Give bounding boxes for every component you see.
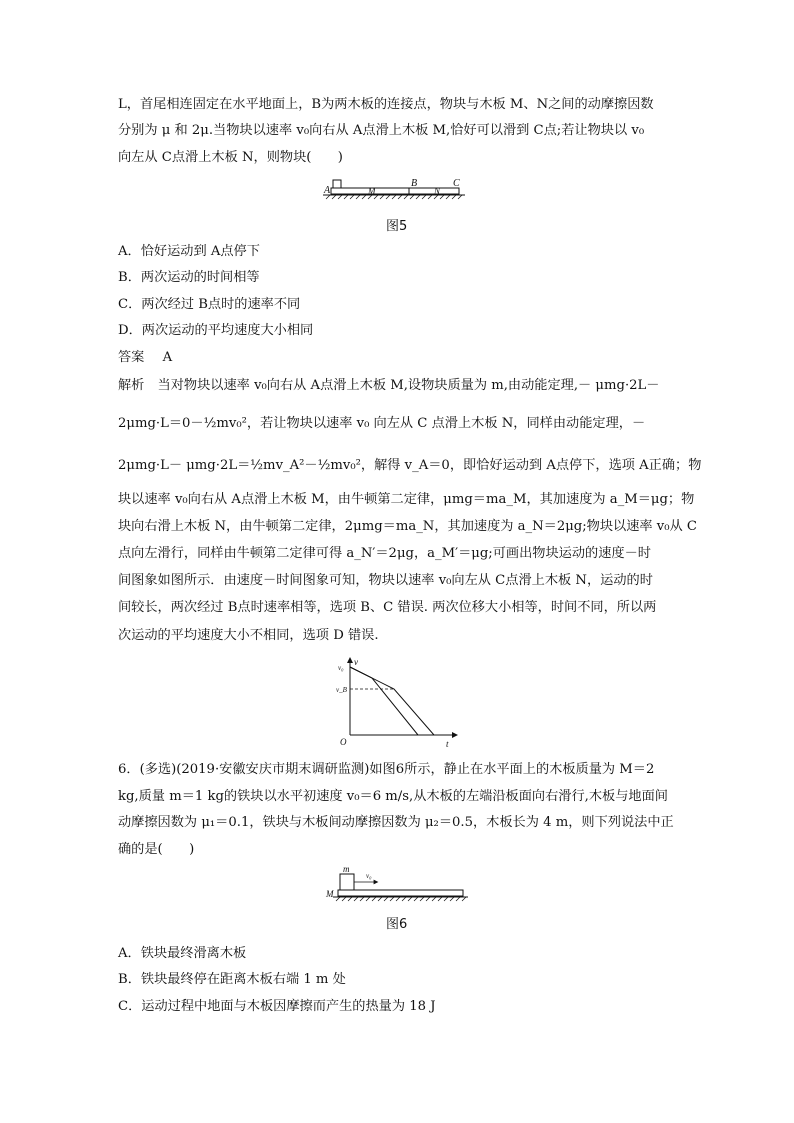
curve-from-c — [350, 667, 418, 735]
p5-analysis-line1: 解析 当对物块以速率 v₀向右从 A点滑上木板 M,设物块质量为 m,由动能定理,－ μmg·2L－ — [118, 378, 660, 393]
label-M-big: M — [326, 889, 334, 899]
label-v0: v₀ — [338, 664, 344, 672]
figure-6-caption: 图6 — [386, 917, 408, 932]
figure-5-caption: 图5 — [386, 219, 408, 234]
p5-analysis-line3: 2μmg·L－ μmg·2L＝½mv_A²－½mv₀²，解得 v_A＝0，即恰好运动到 A点停下，选项 A正确；物 — [118, 458, 702, 473]
label-v: v — [354, 657, 358, 667]
p5-answer — [118, 348, 680, 367]
p5-analysis-line4: 块以速率 v₀向右从 A点滑上木板 M，由牛顿第二定律，μmg＝ma_M，其加速度为 a_M＝μg；物 — [118, 492, 695, 507]
vt-graph — [330, 655, 460, 750]
p6-option-b: B．铁块最终停在距离木板右端 1 m 处 — [118, 972, 346, 987]
p5-option-b: B．两次运动的时间相等 — [118, 270, 260, 285]
curve-from-a — [350, 667, 434, 735]
label-vb: v_B — [336, 686, 347, 694]
iron-block — [340, 874, 354, 890]
p5-analysis-line6: 点向左滑行，同样由牛顿第二定律可得 a_N′＝2μg，a_M′＝μg;可画出物块运动的速度－时 — [118, 546, 651, 561]
label-t: t — [446, 739, 449, 749]
label-v0-6: v₀ — [366, 872, 372, 880]
p5-analysis-line8: 间较长，两次经过 B点时速率相等，选项 B、C 错误. 两次位移大小相等，时间不同，所以两 — [118, 600, 657, 615]
p6-line3: 动摩擦因数为 μ₁＝0.1，铁块与木板间动摩擦因数为 μ₂＝0.5，木板长为 4 m，则下列说法中正 — [118, 815, 674, 830]
label-o: O — [340, 737, 347, 747]
answer-value: A — [162, 350, 173, 365]
p6-line4: 确的是( ) — [118, 842, 195, 857]
wood-board — [338, 890, 463, 896]
p6-option-c: C．运动过程中地面与木板因摩擦而产生的热量为 18 J — [118, 999, 436, 1014]
p5-analysis-line5: 块向右滑上木板 N，由牛顿第二定律，2μmg＝ma_N，其加速度为 a_N＝2μg;物块以速率 v₀从 C — [118, 519, 698, 534]
p5-intro-line1: L，首尾相连固定在水平地面上，B为两木板的连接点，物块与木板 M、N之间的动摩擦因数 — [118, 97, 654, 112]
label-a: A — [324, 185, 331, 196]
p5-intro-line2: 分别为 μ 和 2μ.当物块以速率 v₀向右从 A点滑上木板 M,恰好可以滑到 C点;若让物块以 v₀ — [118, 123, 645, 138]
p5-option-c: C．两次经过 B点时的速率不同 — [118, 297, 301, 312]
p5-analysis-line9: 次运动的平均速度大小不相同，选项 D 错误. — [118, 628, 379, 643]
p5-intro-line3: 向左从 C点滑上木板 N，则物块( ) — [118, 150, 343, 165]
answer-label: 答案 — [118, 350, 145, 365]
p6-line1: 6．(多选)(2019·安徽安庆市期末调研监测)如图6所示，静止在水平面上的木板质量为 M＝2 — [118, 762, 655, 777]
figure-6-board — [318, 866, 470, 906]
p5-option-d: D．两次运动的平均速度大小相同 — [118, 323, 314, 338]
ground-hatch-6 — [336, 897, 466, 901]
label-m-small: m — [343, 866, 350, 874]
p6-line2: kg,质量 m＝1 kg的铁块以水平初速度 v₀＝6 m/s,从木板的左端沿板面向右滑行,木板与地面间 — [118, 789, 668, 804]
p5-analysis-line2: 2μmg·L＝0－½mv₀²，若让物块以速率 v₀ 向左从 C 点滑上木板 N，同样由动能定理，－ — [118, 416, 646, 431]
label-m: M — [368, 186, 376, 196]
ground-hatch — [326, 195, 462, 199]
p6-option-a: A．铁块最终滑离木板 — [118, 946, 247, 961]
figure-5-boards — [318, 176, 470, 208]
label-c: C — [453, 178, 460, 189]
label-n: N — [434, 186, 441, 196]
p5-option-a: A．恰好运动到 A点停下 — [118, 244, 260, 259]
p5-analysis-line7: 间图象如图所示．由速度－时间图象可知，物块以速率 v₀向左从 C点滑上木板 N，运动的时 — [118, 573, 653, 588]
label-b: B — [411, 178, 418, 189]
block — [333, 180, 341, 188]
